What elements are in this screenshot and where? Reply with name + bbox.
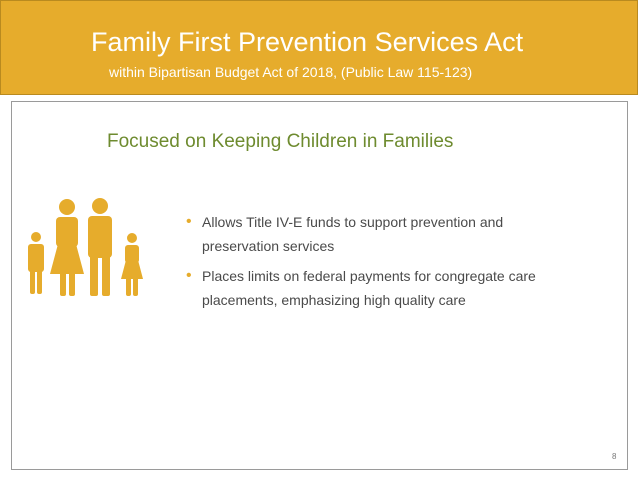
bullet-list — [186, 210, 566, 318]
list-item — [186, 264, 566, 312]
slide-subtitle: within Bipartisan Budget Act of 2018, (Public Law 115-123) — [109, 64, 473, 80]
page-number: 8 — [612, 452, 617, 461]
slide-title: Family First Prevention Services Act — [91, 27, 524, 57]
bullet-dot: • — [186, 267, 192, 284]
bullet-dot: • — [186, 213, 192, 230]
section-heading: Focused on Keeping Children in Families — [107, 131, 454, 152]
bullet-text: Allows Title IV-E funds to support prevention and preservation services — [202, 214, 504, 254]
list-item — [186, 210, 566, 258]
family-icon — [22, 194, 150, 298]
header-banner — [0, 0, 638, 95]
bullet-text: Places limits on federal payments for congregate care placements, emphasizing high quality care — [202, 268, 536, 308]
